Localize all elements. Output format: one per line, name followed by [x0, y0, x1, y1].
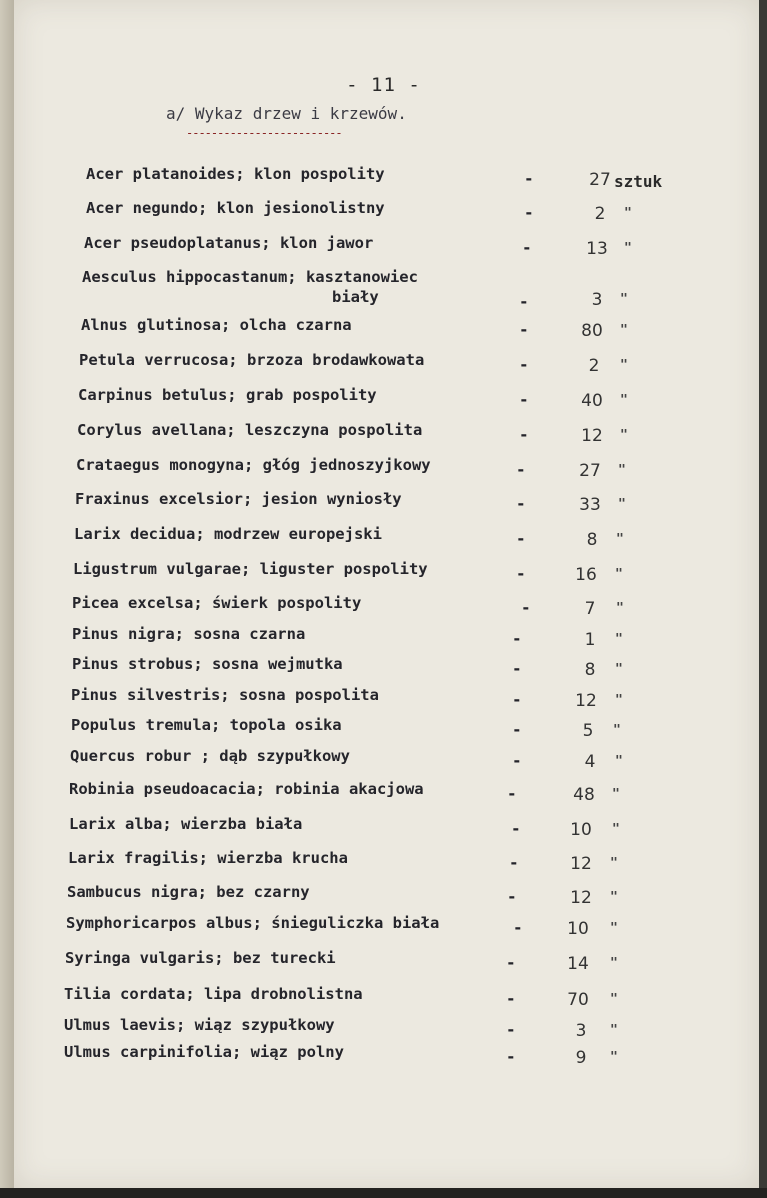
dash-separator: -	[506, 989, 516, 1008]
list-item	[0, 949, 767, 974]
species-name: Sambucus nigra; bez czarny	[67, 883, 310, 901]
count-unit: "	[615, 693, 623, 708]
species-count: 48	[573, 785, 595, 805]
species-name-continuation: biały	[332, 288, 379, 306]
count-unit: "	[620, 358, 628, 373]
dash-separator: -	[516, 494, 526, 513]
count-unit: "	[610, 921, 618, 936]
list-item	[0, 316, 767, 341]
list-item	[0, 914, 767, 939]
dash-separator: -	[506, 1047, 516, 1066]
species-name: Larix fragilis; wierzba krucha	[68, 849, 348, 867]
species-name: Acer negundo; klon jesionolistny	[86, 199, 385, 217]
dash-separator: -	[521, 598, 531, 617]
list-item	[0, 883, 767, 908]
species-name: Acer pseudoplatanus; klon jawor	[84, 234, 374, 252]
dash-separator: -	[512, 659, 522, 678]
species-name: Symphoricarpos albus; śnieguliczka biała	[66, 914, 440, 932]
species-count: 9	[575, 1048, 587, 1068]
list-title: a/ Wykaz drzew i krzewów.	[166, 104, 407, 123]
list-item	[0, 594, 767, 619]
species-name: Syringa vulgaris; bez turecki	[65, 949, 336, 967]
list-item	[0, 199, 767, 224]
species-name: Tilia cordata; lipa drobnolistna	[64, 985, 363, 1003]
list-item	[0, 351, 767, 376]
species-name: Pinus nigra; sosna czarna	[72, 625, 306, 643]
dash-separator: -	[519, 425, 529, 444]
dash-separator: -	[519, 292, 529, 311]
species-name: Crataegus monogyna; głóg jednoszyjkowy	[76, 456, 431, 474]
count-unit: "	[620, 393, 628, 408]
dash-separator: -	[519, 320, 529, 339]
species-name: Ligustrum vulgarae; liguster pospolity	[73, 560, 428, 578]
list-item	[0, 625, 767, 650]
species-name: Larix decidua; modrzew europejski	[74, 525, 382, 543]
species-name: Acer platanoides; klon pospolity	[86, 165, 385, 183]
count-unit: "	[618, 463, 626, 478]
species-count: 7	[584, 599, 596, 619]
species-count: 14	[567, 954, 589, 974]
list-item	[0, 985, 767, 1010]
count-unit: "	[624, 241, 632, 256]
list-item	[0, 490, 767, 515]
count-unit: "	[620, 292, 628, 307]
dash-separator: -	[524, 203, 534, 222]
species-name: Alnus glutinosa; olcha czarna	[81, 316, 352, 334]
species-count: 12	[575, 691, 597, 711]
species-count: 12	[581, 426, 603, 446]
list-item	[0, 1016, 767, 1041]
dash-separator: -	[507, 784, 517, 803]
species-name: Larix alba; wierzba biała	[69, 815, 303, 833]
count-unit: "	[620, 428, 628, 443]
list-item	[0, 747, 767, 772]
count-unit: "	[610, 1023, 618, 1038]
species-count: 4	[584, 752, 596, 772]
dash-separator: -	[512, 690, 522, 709]
list-item	[0, 686, 767, 711]
species-count: 8	[586, 530, 598, 550]
dash-separator: -	[511, 819, 521, 838]
species-count: 8	[584, 660, 596, 680]
species-count: 3	[575, 1021, 587, 1041]
species-count: 33	[579, 495, 601, 515]
species-count: 80	[581, 321, 603, 341]
species-count: 3	[591, 290, 603, 310]
title-underline: -------------------------	[186, 126, 342, 140]
species-count: 2	[588, 356, 600, 376]
species-name: Fraxinus excelsior; jesion wyniosły	[75, 490, 402, 508]
list-item	[0, 421, 767, 446]
species-count: 5	[582, 721, 594, 741]
list-item	[0, 234, 767, 259]
dash-separator: -	[516, 564, 526, 583]
species-name: Petula verrucosa; brzoza brodawkowata	[79, 351, 425, 369]
list-item	[0, 780, 767, 805]
species-count: 16	[575, 565, 597, 585]
species-name: Populus tremula; topola osika	[71, 716, 342, 734]
species-name: Corylus avellana; leszczyna pospolita	[77, 421, 423, 439]
count-unit: "	[615, 754, 623, 769]
count-unit: "	[610, 992, 618, 1007]
list-item	[0, 165, 767, 191]
list-item	[0, 815, 767, 840]
list-item	[0, 386, 767, 411]
species-count: 12	[570, 854, 592, 874]
dash-separator: -	[512, 751, 522, 770]
page-number: - 11 -	[346, 74, 421, 96]
list-item	[0, 849, 767, 874]
species-name: Picea excelsa; świerk pospolity	[72, 594, 362, 612]
species-count: 40	[581, 391, 603, 411]
species-count: 10	[570, 820, 592, 840]
dash-separator: -	[506, 953, 516, 972]
list-item	[0, 456, 767, 481]
species-count: 10	[567, 919, 589, 939]
count-unit: "	[615, 567, 623, 582]
species-count: 27	[579, 461, 601, 481]
dash-separator: -	[522, 238, 532, 257]
dash-separator: -	[519, 390, 529, 409]
dash-separator: -	[509, 853, 519, 872]
dash-separator: -	[519, 355, 529, 374]
list-item	[0, 716, 767, 741]
count-unit: "	[610, 856, 618, 871]
count-unit: "	[612, 787, 620, 802]
species-name: Pinus silvestris; sosna pospolita	[71, 686, 379, 704]
count-unit: "	[615, 632, 623, 647]
species-count: 13	[586, 239, 608, 259]
count-unit: "	[616, 532, 624, 547]
count-unit: "	[618, 497, 626, 512]
count-unit: "	[610, 1050, 618, 1065]
species-name: Ulmus laevis; wiąz szypułkowy	[64, 1016, 335, 1034]
species-name: Ulmus carpinifolia; wiąz polny	[64, 1043, 344, 1061]
list-item	[0, 1043, 767, 1068]
dash-separator: -	[524, 169, 534, 188]
count-unit: "	[613, 723, 621, 738]
count-unit: "	[610, 956, 618, 971]
species-name: Pinus strobus; sosna wejmutka	[72, 655, 343, 673]
species-count: 2	[594, 204, 606, 224]
count-unit: "	[612, 822, 620, 837]
list-item	[0, 560, 767, 585]
dash-separator: -	[506, 1020, 516, 1039]
species-count: 70	[567, 990, 589, 1010]
list-item	[0, 525, 767, 550]
count-unit: "	[615, 662, 623, 677]
dash-separator: -	[516, 460, 526, 479]
species-count: 27	[589, 170, 611, 190]
species-name: Aesculus hippocastanum; kasztanowiec	[82, 268, 418, 286]
count-unit: "	[616, 601, 624, 616]
dash-separator: -	[516, 529, 526, 548]
species-name: Quercus robur ; dąb szypułkowy	[70, 747, 350, 765]
dash-separator: -	[512, 720, 522, 739]
species-name: Robinia pseudoacacia; robinia akacjowa	[69, 780, 424, 798]
scanner-bottom-band	[0, 1188, 767, 1198]
dash-separator: -	[513, 918, 523, 937]
count-unit: "	[610, 890, 618, 905]
dash-separator: -	[512, 629, 522, 648]
dash-separator: -	[507, 887, 517, 906]
species-count: 1	[584, 630, 596, 650]
count-unit: sztuk	[614, 172, 663, 191]
species-count: 12	[570, 888, 592, 908]
list-item	[0, 268, 767, 311]
count-unit: "	[620, 323, 628, 338]
species-name: Carpinus betulus; grab pospolity	[78, 386, 377, 404]
list-item	[0, 655, 767, 680]
count-unit: "	[624, 206, 632, 221]
